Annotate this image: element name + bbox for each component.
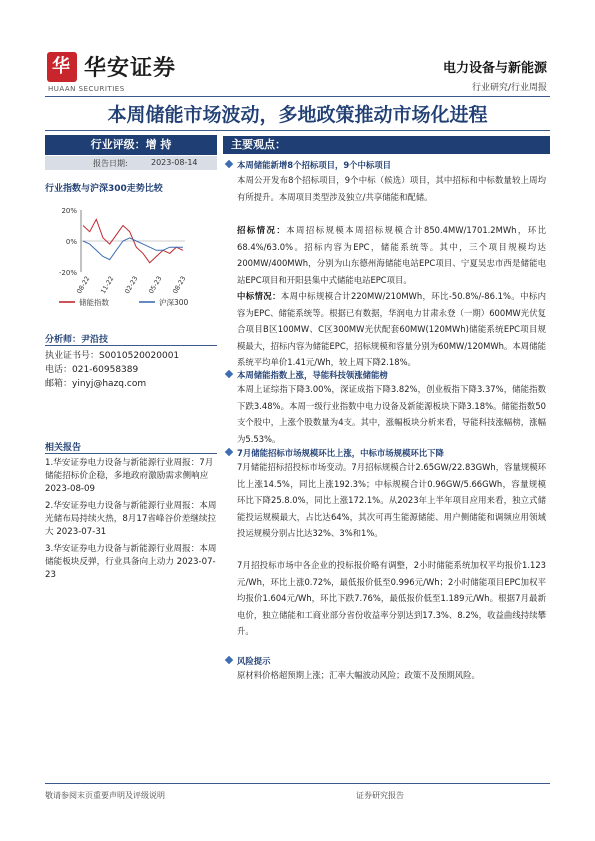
report-title: 本周储能市场波动，多地政策推动市场化进程	[107, 104, 488, 126]
logo-text: 华安证券	[84, 55, 177, 81]
x-tick-label: 11-22	[99, 274, 116, 296]
section-1-title-text: 本周储能新增8个招标项目，9个中标项目	[237, 160, 392, 170]
section-3-title	[226, 447, 546, 459]
logo-seal-icon: 华	[47, 52, 77, 82]
footer-label: 证券研究报告	[356, 791, 404, 800]
related-report-2[interactable]: 2.华安证券电力设备与新能源行业周报：本周光储布局持续火热，8月17省峰谷价差继续拉大 2023-07-31	[45, 501, 217, 538]
cert-number: 执业证书号：S0010520020001	[45, 351, 180, 361]
related-divider	[45, 453, 217, 454]
index-chart	[45, 198, 217, 316]
section-2-para-1: 本周上证综指下降3.00%，深证成指下降3.82%，创业板指下降3.37%，储能指数下跌3.48%。本周一级行业指数中电力设备及新能源板块下降3.18%。储能指数50支个股中，上涨个股数量为4支。其中，涨幅板块分析来看，导能科技涨幅榜，涨幅为5.53%。	[237, 384, 546, 444]
section-1-para-1: 本周公开发布8个招标项目，9个中标（候选）项目，其中招标和中标数量较上周均有所提升。本周项目类型涉及独立/共享储能和配储。	[237, 175, 546, 202]
x-tick-label: 08-22	[75, 274, 92, 296]
section-4-title-text: 风险提示	[237, 656, 271, 666]
tender-text: 本周招标规模本周招标规模合计850.4MW/1701.2MWh，环比68.4%/63.0%。招标内容为EPC，储能系统等。其中，三个项目规模均达200MW/400MWh，分别为山东德州海储能电站EPC项目、宁夏吴忠市西是储能电站EPC项目和开阳县集中式储能电站EPC项目。	[237, 225, 546, 285]
legend-label-0: 储能指数	[79, 298, 109, 307]
section-3-para-2: 7月招投标市场中各企业的投标报价略有调整，2小时储能系统加权平均报价1.123元/Wh，环比上涨0.72%，最低报价低至0.996元/Wh；2小时储能项目EPC加权平均报价1.604元/Wh，环比下跌7.76%，最低报价低至1.189元/Wh。根据7月最新电价，独立储能和工商业部分省份收益率分别达到17.3%、8.2%，收益曲线持续攀升。	[237, 560, 546, 636]
footer-disclaimer[interactable]: 敬请参阅末页重要声明及评级说明	[45, 791, 165, 800]
y-tick-label: 20%	[61, 207, 77, 215]
x-tick-label: 05-23	[147, 274, 164, 296]
x-tick-label: 08-23	[171, 274, 188, 296]
date-label: 报告日期:	[93, 159, 128, 168]
date-row	[45, 156, 217, 170]
section-1-title	[226, 159, 546, 171]
diamond-bullet-icon	[225, 656, 233, 664]
analyst-name: 分析师：尹沿技	[45, 335, 109, 345]
risk-text: 原材料价格超预期上涨；汇率大幅波动风险；政策不及预期风险。	[237, 670, 480, 680]
x-tick-label: 02-23	[123, 274, 140, 296]
section-4-title	[226, 655, 546, 667]
chart-title: 行业指数与沪深300走势比较	[45, 184, 163, 194]
phone: 电话：021-60958389	[45, 365, 139, 375]
main-points-heading: 主要观点：	[223, 136, 550, 154]
legend-label-1: 沪深300	[159, 298, 189, 307]
rating-box: 行业评级：增 持	[45, 135, 217, 155]
section-1-para-3	[237, 288, 546, 371]
y-tick-label: -20%	[58, 269, 77, 277]
related-report-1[interactable]: 1.华安证券电力设备与新能源行业周报：7月储能招标价企稳，多地政府激励需求侧响应 2023-08-09	[45, 458, 214, 495]
section-3-title-text: 7月储能招标市场规模环比上涨，中标市场规模环比下降	[237, 448, 444, 458]
related-reports-title: 相关报告	[45, 443, 82, 453]
footer-divider	[45, 783, 550, 784]
tender-label: 招标情况：	[237, 225, 287, 235]
award-text: 本周中标规模合计220MW/210MWh，环比-50.8%/-86.1%。中标内容为EPC、储能系统等。根据已有数据，华润电力甘肃永登（一期）600MW光伏复合项目B区100MW、C区300MW光伏配套60MW(120MWh)储能系统EPC项目规模最大，招标内容为储能EPC，招标规模和容量分别为60MW/120MWh。本周储能系统平均单价1.41元/Wh，较上周下降2.18%。	[237, 291, 546, 367]
section-2-title	[226, 369, 546, 381]
section-2-title-text: 本周储能指数上涨，导能科技领涨储能榜	[237, 370, 388, 380]
section-1-para-2	[237, 222, 546, 288]
diamond-bullet-icon	[225, 370, 233, 378]
diamond-bullet-icon	[225, 448, 233, 456]
chart-svg	[45, 198, 217, 316]
date-value: 2023-08-14	[151, 158, 198, 167]
logo-english: HUAAN SECURITIES	[48, 85, 125, 93]
diamond-bullet-icon	[225, 160, 233, 168]
title-divider	[45, 130, 550, 131]
email: 邮箱：yinyj@hazq.com	[45, 379, 147, 389]
award-label: 中标情况：	[237, 291, 281, 301]
section-3-para-1: 7月储能招标招投标市场变动。7月招标规模合计2.65GW/22.83GWh，容量规模环比上涨14.5%，同比上涨192.3%；中标规模合计0.96GW/5.66GWh，容量规模环比下降25.8.0%，同比上涨172.1%。从2023年上半年项目应用来看，独立式储能投运规模最大，占比达64%，其次可再生能源储能、用户侧储能和调频应用领域投运规模分别占比达32%、3%和1%。	[237, 462, 546, 538]
header-divider	[45, 96, 550, 97]
related-report-3[interactable]: 3.华安证券电力设备与新能源行业周报：本周储能板块反弹，行业具备向上动力 2023-07-23	[45, 544, 217, 581]
report-type: 行业研究/行业周报	[471, 83, 547, 93]
analyst-divider	[45, 345, 217, 346]
sector-label: 电力设备与新能源	[442, 61, 547, 76]
y-tick-label: 0%	[65, 238, 77, 246]
